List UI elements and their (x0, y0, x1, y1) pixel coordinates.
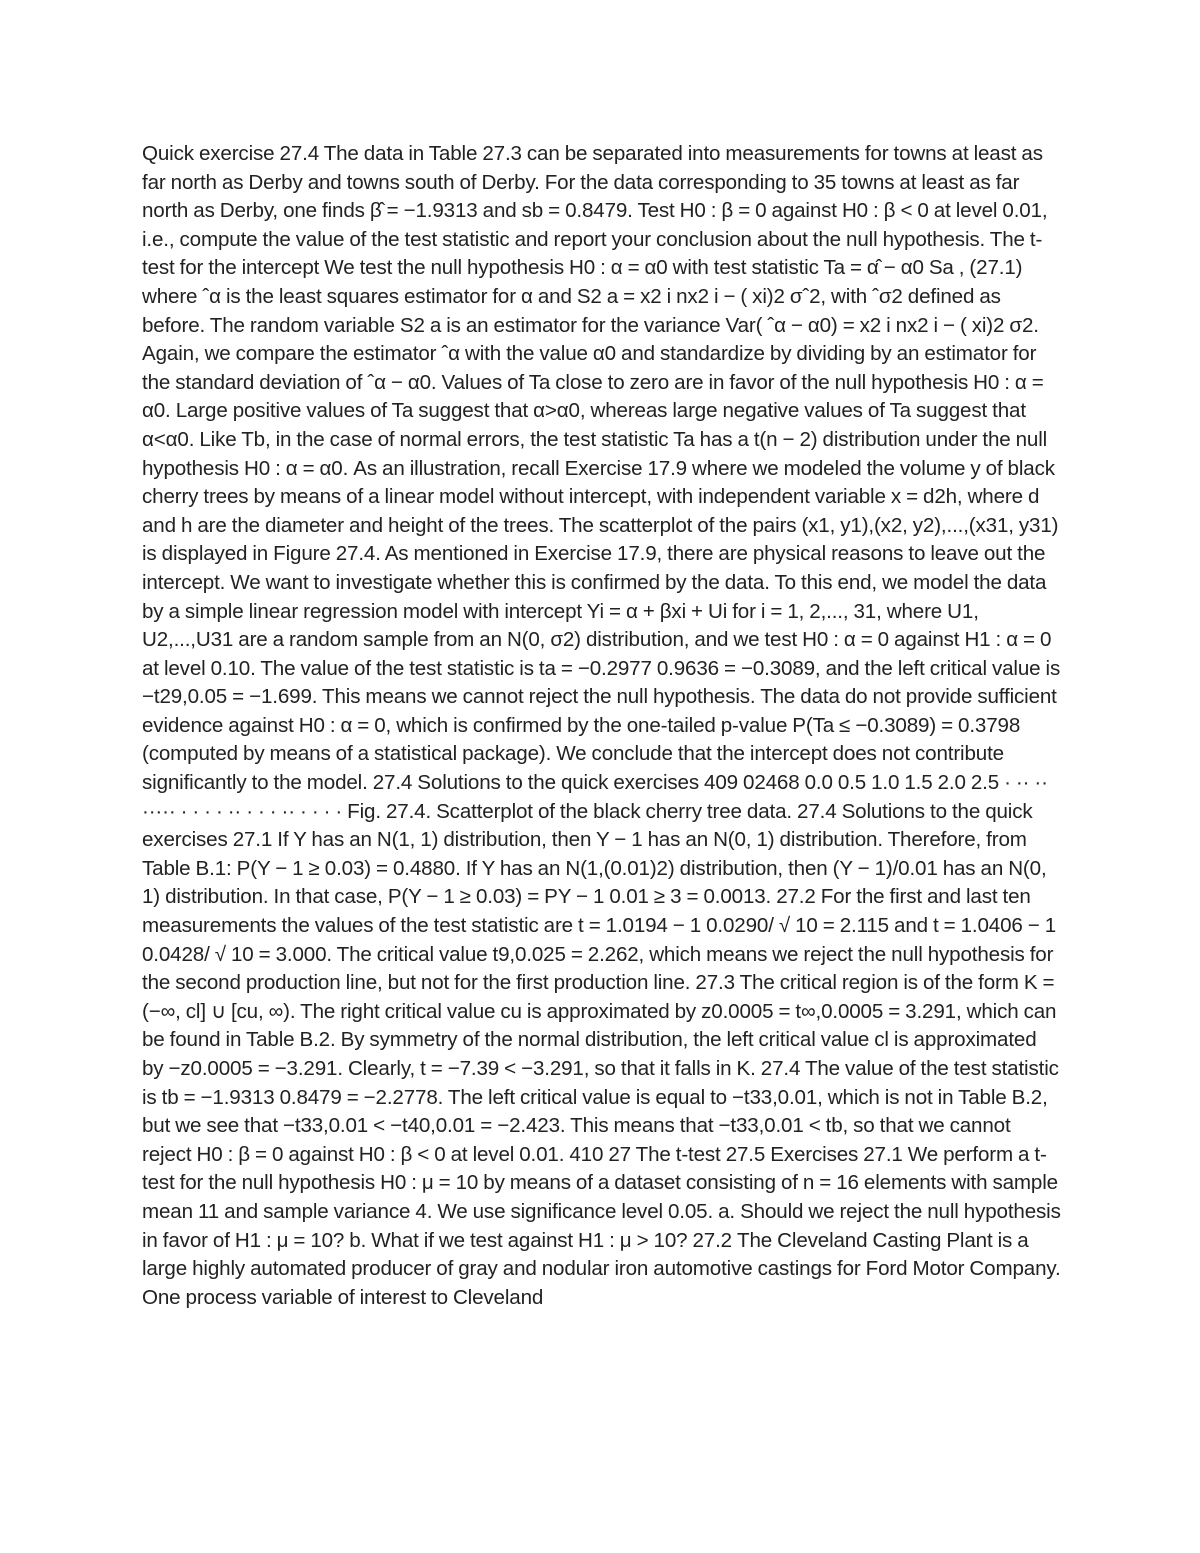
body-paragraph: Quick exercise 27.4 The data in Table 27.3 can be separated into measurements for towns at least as far north as Derby and towns south of Derby. For the data corresponding to 35 towns at least as far north as Derby, one finds β̂ = −1.9313 and sb = 0.8479. Test H0 : β = 0 against H0 : β < 0 at level 0.01, i.e., compute the value of the test statistic and report your conclusion about the null hypothesis. The t-test for the intercept We test the null hypothesis H0 : α = α0 with test statistic Ta = α̂ − α0 Sa , (27.1) where ˆα is the least squares estimator for α and S2 a = x2 i nx2 i − ( xi)2 σˆ2, with ˆσ2 defined as before. The random variable S2 a is an estimator for the variance Var( ˆα − α0) = x2 i nx2 i − ( xi)2 σ2. Again, we compare the estimator ˆα with the value α0 and standardize by dividing by an estimator for the standard deviation of ˆα − α0. Values of Ta close to zero are in favor of the null hypothesis H0 : α = α0. Large positive values of Ta suggest that α>α0, whereas large negative values of Ta suggest that α<α0. Like Tb, in the case of normal errors, the test statistic Ta has a t(n − 2) distribution under the null hypothesis H0 : α = α0. As an illustration, recall Exercise 17.9 where we modeled the volume y of black cherry trees by means of a linear model without intercept, with independent variable x = d2h, where d and h are the diameter and height of the trees. The scatterplot of the pairs (x1, y1),(x2, y2),...,(x31, y31) is displayed in Figure 27.4. As mentioned in Exercise 17.9, there are physical reasons to leave out the intercept. We want to investigate whether this is confirmed by the data. To this end, we model the data by a simple linear regression model with intercept Yi = α + βxi + Ui for i = 1, 2,..., 31, where U1, U2,...,U31 are a random sample from an N(0, σ2) distribution, and we test H0 : α = 0 against H1 : α = 0 at level 0.10. The value of the test statistic is ta = −0.2977 0.9636 = −0.3089, and the left critical value is −t29,0.05 = −1.699. This means we cannot reject the null hypothesis. The data do not provide sufficient evidence against H0 : α = 0, which is confirmed by the one-tailed p-value P(Ta ≤ −0.3089) = 0.3798 (computed by means of a statistical package). We conclude that the intercept does not contribute significantly to the model. 27.4 Solutions to the quick exercises 409 02468 0.0 0.5 1.0 1.5 2.0 2.5 · ·· ·· ····· · · · · ·· · · · ·· · · · · Fig. 27.4. Scatterplot of the black cherry tree data. 27.4 Solutions to the quick exercises 27.1 If Y has an N(1, 1) distribution, then Y − 1 has an N(0, 1) distribution. Therefore, from Table B.1: P(Y − 1 ≥ 0.03) = 0.4880. If Y has an N(1,(0.01)2) distribution, then (Y − 1)/0.01 has an N(0, 1) distribution. In that case, P(Y − 1 ≥ 0.03) = PY − 1 0.01 ≥ 3 = 0.0013. 27.2 For the first and last ten measurements the values of the test statistic are t = 1.0194 − 1 0.0290/ √ 10 = 2.115 and t = 1.0406 − 1 0.0428/ √ 10 = 3.000. The critical value t9,0.025 = 2.262, which means we reject the null hypothesis for the second production line, but not for the first production line. 27.3 The critical region is of the form K = (−∞, cl] ∪ [cu, ∞). The right critical value cu is approximated by z0.0005 = t∞,0.0005 = 3.291, which can be found in Table B.2. By symmetry of the normal distribution, the left critical value cl is approximated by −z0.0005 = −3.291. Clearly, t = −7.39 < −3.291, so that it falls in K. 27.4 The value of the test statistic is tb = −1.9313 0.8479 = −2.2778. The left critical value is equal to −t33,0.01, which is not in Table B.2, but we see that −t33,0.01 < −t40,0.01 = −2.423. This means that −t33,0.01 < tb, so that we cannot reject H0 : β = 0 against H0 : β < 0 at level 0.01. 410 27 The t-test 27.5 Exercises 27.1 We perform a t-test for the null hypothesis H0 : μ = 10 by means of a dataset consisting of n = 16 elements with sample mean 11 and sample variance 4. We use significance level 0.05. a. Should we reject the null hypothesis in favor of H1 : μ = 10? b. What if we test against H1 : μ > 10? 27.2 The Cleveland Casting Plant is a large highly automated producer of gray and nodular iron automotive castings for Ford Motor Company. One process variable of interest to Cleveland (142, 142, 1061, 1309)
